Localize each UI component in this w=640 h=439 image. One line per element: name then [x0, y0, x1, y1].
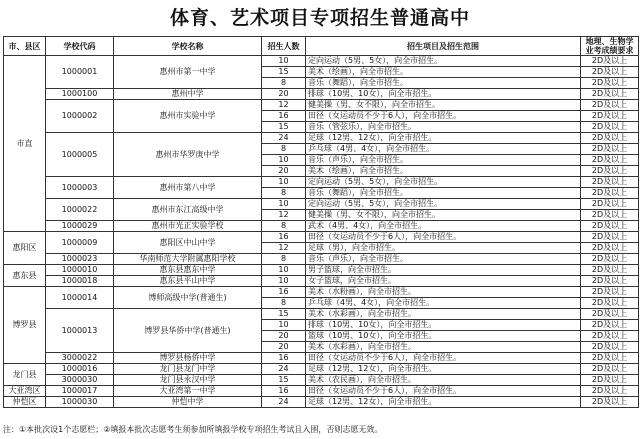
school-name-cell: 惠州市东江高级中学 [114, 199, 262, 221]
project-cell: 美术（水彩画），向全市招生。 [306, 309, 581, 320]
requirement-cell: 2D及以上 [581, 375, 639, 386]
project-cell: 武术（4男、4女），向全市招生。 [306, 221, 581, 232]
school-code-cell: 1000003 [46, 177, 114, 199]
table-row [4, 375, 639, 386]
count-cell: 10 [262, 177, 306, 188]
project-cell: 田径（女运动员不少于6人），向全市招生。 [306, 353, 581, 364]
count-cell: 15 [262, 122, 306, 133]
table-row [4, 232, 639, 243]
count-cell: 20 [262, 89, 306, 100]
project-cell: 定向运动（5男、5女），向全市招生。 [306, 199, 581, 210]
requirement-cell: 2D及以上 [581, 122, 639, 133]
school-name-cell: 惠州中学 [114, 89, 262, 100]
count-cell: 12 [262, 100, 306, 111]
school-code-cell: 1000100 [46, 89, 114, 100]
count-cell: 24 [262, 133, 306, 144]
school-code-cell: 1000005 [46, 133, 114, 177]
count-cell: 15 [262, 309, 306, 320]
project-cell: 足球（男），向全市招生。 [306, 243, 581, 254]
school-code-cell: 1000018 [46, 276, 114, 287]
requirement-cell: 2D及以上 [581, 188, 639, 199]
count-cell: 10 [262, 199, 306, 210]
table-body [4, 56, 639, 408]
count-cell: 16 [262, 353, 306, 364]
requirement-cell: 2D及以上 [581, 276, 639, 287]
project-cell: 篮球（10男、10女），向全市招生。 [306, 331, 581, 342]
school-name-cell: 惠州市第一中学 [114, 56, 262, 89]
count-cell: 15 [262, 67, 306, 78]
school-name-cell: 仲恺中学 [114, 397, 262, 408]
count-cell: 12 [262, 210, 306, 221]
count-cell: 8 [262, 221, 306, 232]
enrollment-table [3, 36, 639, 408]
requirement-cell: 2D及以上 [581, 254, 639, 265]
table-row [4, 364, 639, 375]
table-row [4, 89, 639, 100]
count-cell: 20 [262, 331, 306, 342]
project-cell: 定向运动（5男、5女），向全市招生。 [306, 177, 581, 188]
table-row [4, 386, 639, 397]
count-cell: 8 [262, 298, 306, 309]
header-requirement: 地理、生物学业考成绩要求 [581, 37, 639, 56]
school-name-cell: 惠州市实验中学 [114, 100, 262, 133]
requirement-cell: 2D及以上 [581, 386, 639, 397]
project-cell: 足球（12男、12女），向全市招生。 [306, 397, 581, 408]
requirement-cell: 2D及以上 [581, 67, 639, 78]
requirement-cell: 2D及以上 [581, 353, 639, 364]
project-cell: 美术（水粉画），向全市招生。 [306, 287, 581, 298]
school-name-cell: 龙门县永汉中学 [114, 375, 262, 386]
school-name-cell: 博师高级中学(普通生) [114, 287, 262, 309]
project-cell: 音乐（舞蹈），向全市招生。 [306, 188, 581, 199]
project-cell: 足球（12男、12女），向全市招生。 [306, 364, 581, 375]
count-cell: 20 [262, 166, 306, 177]
table-row [4, 221, 639, 232]
school-code-cell: 1000016 [46, 364, 114, 375]
requirement-cell: 2D及以上 [581, 309, 639, 320]
requirement-cell: 2D及以上 [581, 320, 639, 331]
requirement-cell: 2D及以上 [581, 298, 639, 309]
project-cell: 音乐（声乐），向全市招生。 [306, 155, 581, 166]
school-code-cell: 1000009 [46, 232, 114, 254]
count-cell: 20 [262, 342, 306, 353]
requirement-cell: 2D及以上 [581, 221, 639, 232]
table-header-row [4, 37, 639, 56]
requirement-cell: 2D及以上 [581, 133, 639, 144]
region-cell: 龙门县 [4, 364, 46, 386]
count-cell: 8 [262, 254, 306, 265]
region-cell: 仲恺区 [4, 397, 46, 408]
requirement-cell: 2D及以上 [581, 342, 639, 353]
table-row [4, 265, 639, 276]
table-row [4, 254, 639, 265]
school-code-cell: 1000029 [46, 221, 114, 232]
school-code-cell: 1000022 [46, 199, 114, 221]
requirement-cell: 2D及以上 [581, 265, 639, 276]
project-cell: 音乐（声乐），向全市招生。 [306, 254, 581, 265]
school-code-cell: 1000023 [46, 254, 114, 265]
project-cell: 田径（女运动员不少于6人），向全市招生。 [306, 386, 581, 397]
school-name-cell: 惠东县平山中学 [114, 276, 262, 287]
count-cell: 16 [262, 386, 306, 397]
project-cell: 健美操（男、女不限），向全市招生。 [306, 210, 581, 221]
requirement-cell: 2D及以上 [581, 232, 639, 243]
project-cell: 田径（女运动员不少于6人），向全市招生。 [306, 111, 581, 122]
project-cell: 美术（农民画），向全市招生。 [306, 375, 581, 386]
count-cell: 24 [262, 397, 306, 408]
school-name-cell: 大亚湾第一中学 [114, 386, 262, 397]
project-cell: 美术（水彩画），向全市招生。 [306, 342, 581, 353]
school-code-cell: 1000014 [46, 287, 114, 309]
requirement-cell: 2D及以上 [581, 111, 639, 122]
project-cell: 健美操（男、女不限），向全市招生。 [306, 100, 581, 111]
count-cell: 16 [262, 287, 306, 298]
school-name-cell: 惠东县惠东中学 [114, 265, 262, 276]
count-cell: 16 [262, 111, 306, 122]
header-count: 招生人数 [262, 37, 306, 56]
count-cell: 10 [262, 155, 306, 166]
requirement-cell: 2D及以上 [581, 155, 639, 166]
footer-note: 注：①本批次设1个志愿栏；②填报本批次志愿考生须参加所填报学校专项招生考试且入围，否则志愿无效。 [3, 425, 383, 434]
header-code: 学校代码 [46, 37, 114, 56]
requirement-cell: 2D及以上 [581, 166, 639, 177]
project-cell: 排球（10男、10女），向全市招生。 [306, 320, 581, 331]
table-row [4, 133, 639, 144]
requirement-cell: 2D及以上 [581, 331, 639, 342]
table-row [4, 397, 639, 408]
school-code-cell: 3000030 [46, 375, 114, 386]
table-row [4, 56, 639, 67]
school-code-cell: 1000013 [46, 309, 114, 353]
header-region: 市、县区 [4, 37, 46, 56]
requirement-cell: 2D及以上 [581, 287, 639, 298]
count-cell: 10 [262, 56, 306, 67]
count-cell: 10 [262, 276, 306, 287]
school-code-cell: 1000017 [46, 386, 114, 397]
count-cell: 15 [262, 375, 306, 386]
table-row [4, 287, 639, 298]
school-name-cell: 惠阳区中山中学 [114, 232, 262, 254]
region-cell: 惠阳区 [4, 232, 46, 265]
requirement-cell: 2D及以上 [581, 56, 639, 67]
header-school: 学校名称 [114, 37, 262, 56]
count-cell: 16 [262, 232, 306, 243]
header-project: 招生项目及招生范围 [306, 37, 581, 56]
count-cell: 12 [262, 243, 306, 254]
count-cell: 10 [262, 320, 306, 331]
count-cell: 8 [262, 188, 306, 199]
project-cell: 音乐（舞蹈），向全市招生。 [306, 78, 581, 89]
requirement-cell: 2D及以上 [581, 210, 639, 221]
project-cell: 乒乓球（4男、4女），向全市招生。 [306, 298, 581, 309]
school-code-cell: 1000030 [46, 397, 114, 408]
project-cell: 足球（12男、12女），向全市招生。 [306, 133, 581, 144]
school-code-cell: 1000002 [46, 100, 114, 133]
region-cell: 博罗县 [4, 287, 46, 364]
table-row [4, 199, 639, 210]
requirement-cell: 2D及以上 [581, 364, 639, 375]
requirement-cell: 2D及以上 [581, 397, 639, 408]
requirement-cell: 2D及以上 [581, 243, 639, 254]
school-name-cell: 惠州市第八中学 [114, 177, 262, 199]
project-cell: 排球（10男、10女），向全市招生。 [306, 89, 581, 100]
table-row [4, 309, 639, 320]
page-title: 体育、艺术项目专项招生普通高中 [169, 7, 470, 29]
school-code-cell: 3000022 [46, 353, 114, 364]
table-row [4, 353, 639, 364]
school-code-cell: 1000010 [46, 265, 114, 276]
table-row [4, 177, 639, 188]
project-cell: 音乐（管弦乐），向全市招生。 [306, 122, 581, 133]
school-name-cell: 博罗县华侨中学(普通生) [114, 309, 262, 353]
project-cell: 美术（绘画），向全市招生。 [306, 166, 581, 177]
school-name-cell: 龙门县龙门中学 [114, 364, 262, 375]
school-name-cell: 华南师范大学附属惠阳学校 [114, 254, 262, 265]
requirement-cell: 2D及以上 [581, 199, 639, 210]
region-cell: 惠东县 [4, 265, 46, 287]
project-cell: 定向运动（5男、5女），向全市招生。 [306, 56, 581, 67]
project-cell: 男子篮球，向全市招生。 [306, 265, 581, 276]
table-row [4, 276, 639, 287]
region-cell: 大亚湾区 [4, 386, 46, 397]
project-cell: 田径（女运动员不少于6人），向全市招生。 [306, 232, 581, 243]
count-cell: 24 [262, 364, 306, 375]
region-cell: 市直 [4, 56, 46, 232]
count-cell: 8 [262, 144, 306, 155]
count-cell: 10 [262, 265, 306, 276]
school-code-cell: 1000001 [46, 56, 114, 89]
school-name-cell: 博罗县杨侨中学 [114, 353, 262, 364]
requirement-cell: 2D及以上 [581, 89, 639, 100]
school-name-cell: 惠州市光正实验学校 [114, 221, 262, 232]
school-name-cell: 惠州市华罗庚中学 [114, 133, 262, 177]
requirement-cell: 2D及以上 [581, 100, 639, 111]
project-cell: 美术（绘画），向全市招生。 [306, 67, 581, 78]
project-cell: 乒乓球（4男、4女），向全市招生。 [306, 144, 581, 155]
count-cell: 8 [262, 78, 306, 89]
requirement-cell: 2D及以上 [581, 177, 639, 188]
requirement-cell: 2D及以上 [581, 144, 639, 155]
requirement-cell: 2D及以上 [581, 78, 639, 89]
project-cell: 女子篮球，向全市招生。 [306, 276, 581, 287]
table-row [4, 100, 639, 111]
